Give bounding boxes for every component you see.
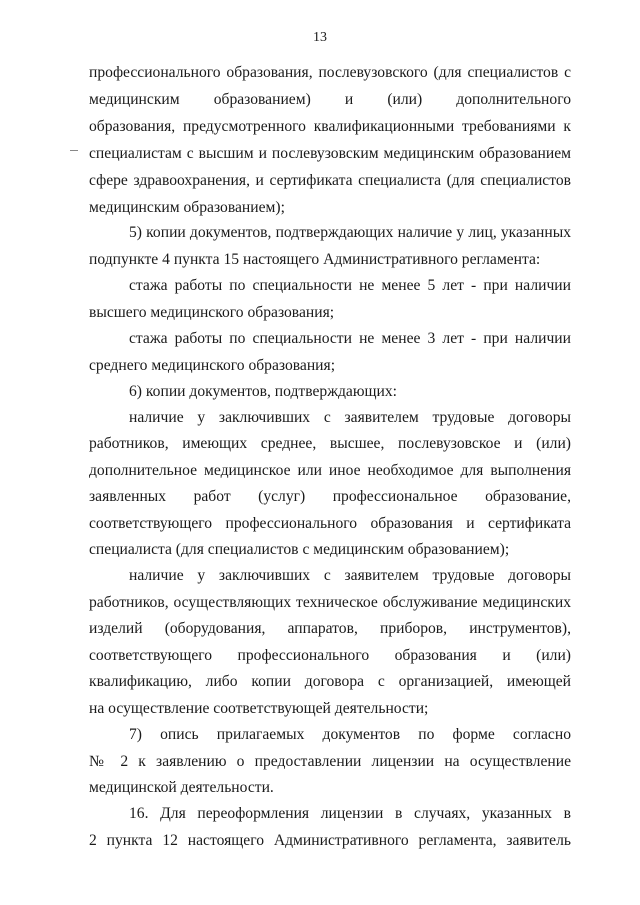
text-line: работников, имеющих среднее, высшее, послевузовское и (или) (89, 435, 571, 452)
text-line: медицинским образованием) и (или) дополнительного (89, 91, 571, 108)
text-line: 7) опись прилагаемых документов по форме согласно (129, 726, 571, 743)
text-line: соответствующего профессионального образования и (или) (89, 647, 571, 664)
text-line: работников, осуществляющих техническое обслуживание медицинских (89, 594, 571, 611)
text-line: 5) копии документов, подтверждающих наличие у лиц, указанных (129, 224, 571, 241)
text-line: заявленных работ (услуг) профессиональное образование, (89, 488, 571, 505)
text-line: медицинской деятельности. (89, 779, 274, 796)
text-line: соответствующего профессионального образования и сертификата (89, 515, 571, 532)
text-line: дополнительное медицинское или иное необходимое для выполнения (89, 462, 571, 479)
text-line: специалистам с высшим и послевузовским медицинским образованием (89, 145, 571, 162)
text-line: 6) копии документов, подтверждающих: (129, 383, 397, 400)
margin-mark (70, 150, 78, 151)
text-line: стажа работы по специальности не менее 3 лет - при наличии (129, 330, 571, 347)
text-line: 16. Для переоформления лицензии в случаях, указанных в (129, 805, 571, 822)
text-line: медицинским образованием); (89, 199, 285, 216)
page-number: 13 (313, 30, 327, 45)
text-line: подпункте 4 пункта 15 настоящего Административного регламента: (89, 251, 541, 268)
text-line: высшего медицинского образования; (89, 304, 335, 321)
text-line: стажа работы по специальности не менее 5 лет - при наличии (129, 277, 571, 294)
text-line: № 2 к заявлению о предоставлении лицензии на осуществление (89, 753, 571, 770)
text-line: на осуществление соответствующей деятельности; (89, 700, 429, 717)
text-line: наличие у заключивших с заявителем трудовые договоры (129, 567, 571, 584)
text-line: изделий (оборудования, аппаратов, приборов, инструментов), (89, 620, 571, 637)
text-line: наличие у заключивших с заявителем трудовые договоры (129, 409, 571, 426)
text-line: квалификацию, либо копии договора с организацией, имеющей (89, 673, 571, 690)
text-line: профессионального образования, послевузовского (для специалистов с (89, 64, 571, 81)
text-line: образования, предусмотренного квалификационными требованиями к (89, 118, 571, 135)
text-line: специалиста (для специалистов с медицинским образованием); (89, 541, 510, 558)
text-line: 2 пункта 12 настоящего Административного регламента, заявитель (89, 832, 571, 849)
text-line: среднего медицинского образования; (89, 357, 336, 374)
text-line: сфере здравоохранения, и сертификата специалиста (для специалистов (89, 172, 571, 189)
